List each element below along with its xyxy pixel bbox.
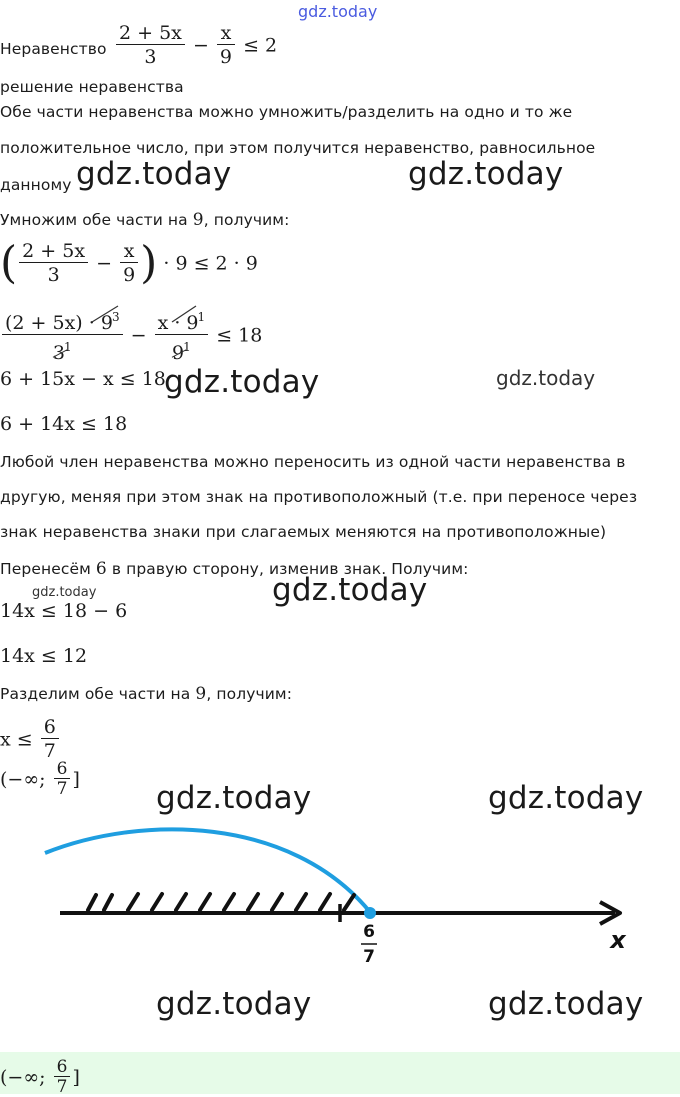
multiply-intro: Умножим обе части на 9, получим: <box>0 210 290 230</box>
line-c: 14x ≤ 18 − 6 <box>0 600 128 622</box>
step-rhs: · 9 ≤ 2 · 9 <box>163 252 258 275</box>
rule2-line3: знак неравенства знаки при слагаемых меняются на противоположные) <box>0 523 607 541</box>
point-label-den: 7 <box>363 947 375 967</box>
cancel-fraction-1: $\frac{(2 + 5x) \cdot 9^3}{3^1}$ <box>2 306 123 365</box>
divide-intro: Разделим обе части на 9, получим: <box>0 684 293 704</box>
hatching <box>88 894 354 910</box>
line-b: 6 + 14x ≤ 18 <box>0 413 128 435</box>
result-inequality: x ≤ $\frac{6}{7}$ <box>0 716 61 763</box>
fraction-x-over-9: $\frac{x}{9}$ <box>217 22 235 69</box>
problem-title <box>0 40 107 58</box>
frac-numerator: 2 + 5x <box>119 22 182 44</box>
title-prefix: Неравенство <box>0 40 107 58</box>
problem-inequality: $\frac{2 + 5x}{3}$ − $\frac{x}{9}$ ≤ 2 <box>114 22 277 69</box>
inequality-rhs: ≤ 2 <box>243 34 278 57</box>
solution-heading: решение неравенства <box>0 78 184 96</box>
answer-box <box>0 1052 680 1097</box>
line-d: 14x ≤ 12 <box>0 645 88 667</box>
watermark: gdz.today <box>164 364 320 400</box>
fraction-2-5x-over-3 <box>116 22 185 69</box>
rule1-line2: положительное число, при этом получится неравенство, равносильное <box>0 139 596 157</box>
watermark: gdz.today <box>32 585 97 600</box>
watermark: gdz.today <box>408 156 564 192</box>
watermark: gdz.today <box>488 780 644 816</box>
watermark: gdz.today <box>76 156 232 192</box>
rule2-line1: Любой член неравенства можно переносить из одной части неравенства в <box>0 453 626 471</box>
point-label-num: 6 <box>363 922 375 942</box>
cancel-fraction-2: $\frac{x \cdot 9^1}{9^1}$ <box>155 306 209 365</box>
rule2-line2: другую, меняя при этом знак на противоположный (т.е. при переносе через <box>0 488 638 506</box>
watermark-top: gdz.today <box>298 2 378 21</box>
watermark: gdz.today <box>272 572 428 608</box>
line-a: 6 + 15x − x ≤ 18 <box>0 368 166 390</box>
cancel-strokes <box>0 300 240 360</box>
watermark: gdz.today <box>496 366 596 390</box>
answer-interval: (−∞; $\frac{6}{7}$ ] <box>0 1057 80 1097</box>
frac-denominator: 3 <box>116 44 185 69</box>
rule1-line1: Обе части неравенства можно умножить/разделить на одно и то же <box>0 103 573 121</box>
step-multiply: ( $\frac{2 + 5x}{3}$ − $\frac{x}{9}$ ) · 9 ≤ 2 · 9 <box>0 237 258 289</box>
axis-label: x <box>610 926 626 954</box>
rule1-line3: данному <box>0 176 72 194</box>
number-line <box>0 820 680 980</box>
step-cancel: $\frac{(2 + 5x) \cdot 9^3}{3^1}$ − $\frac{x \cdot 9^1}{9^1}$ ≤ 18 <box>0 306 262 365</box>
watermark: gdz.today <box>156 986 312 1022</box>
endpoint-dot <box>364 907 376 919</box>
result-interval: (−∞; $\frac{6}{7}$ ] <box>0 759 80 799</box>
watermark: gdz.today <box>488 986 644 1022</box>
move-intro: Перенесём 6 в правую сторону, изменив знак. Получим: <box>0 559 469 579</box>
watermark: gdz.today <box>156 780 312 816</box>
